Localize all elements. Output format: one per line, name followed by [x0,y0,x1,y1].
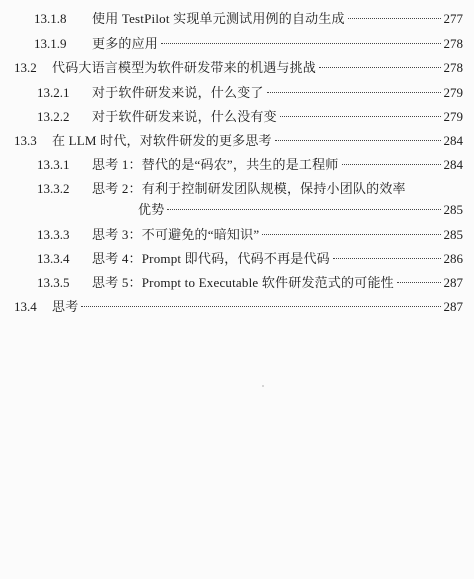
toc-section-number: 13.3.3 [37,227,70,242]
toc-entry-title: 在 LLM 时代，对软件研发的更多思考 [52,133,272,148]
toc-leader-dots [333,258,441,259]
toc-entry-title: 对于软件研发来说，什么变了 [92,85,264,100]
toc-entry-title: 思考 [52,299,79,314]
toc-leader-dots [262,234,440,235]
toc-entry-title: 使用 TestPilot 实现单元测试用例的自动生成 [92,11,345,26]
toc-leader-dots [167,209,440,210]
toc-leader-dots [342,164,441,165]
toc-page-number: 284 [443,157,463,172]
toc-leader-dots [81,306,440,307]
toc-section-number: 13.3.5 [37,275,70,290]
toc-entry-title: 思考 1：替代的是“码农”，共生的是工程师 [92,157,339,172]
toc-section-number: 13.4 [14,299,37,314]
toc-section-number: 13.3.1 [37,157,70,172]
toc-leader-dots [280,116,441,117]
toc-section-number: 13.3.4 [37,251,70,266]
toc-section-number: 13.3.2 [37,181,70,196]
toc-section-number: 13.2.2 [37,109,70,124]
toc-page-number: 284 [443,133,463,148]
toc-leader-dots [348,18,441,19]
toc-page-number: 279 [443,109,463,124]
toc-section-number: 13.3 [14,133,37,148]
toc-page-number: 277 [443,11,463,26]
toc-section-number: 13.2 [14,60,37,75]
toc-leader-dots [267,92,441,93]
toc-section-number: 13.1.8 [34,11,67,26]
toc-section-number: 13.2.1 [37,85,70,100]
toc-entry-title: 思考 4：Prompt 即代码，代码不再是代码 [92,251,330,266]
toc-leader-dots [397,282,441,283]
toc-page-number: 287 [443,299,463,314]
toc-entry-title: 对于软件研发来说，什么没有变 [92,109,277,124]
toc-page-number: 287 [443,275,463,290]
toc-page-number: 286 [443,251,463,266]
toc-page-number: 278 [443,60,463,75]
toc-leader-dots [161,43,440,44]
toc-leader-dots [319,67,440,68]
toc-entry-title: 思考 3：不可避免的“暗知识” [92,227,260,242]
toc-page-number: 285 [443,227,463,242]
toc-entry-title-line1: 思考 2：有利于控制研发团队规模，保持小团队的效率 [92,181,406,196]
toc-page-number: 279 [443,85,463,100]
toc-page-number: 278 [443,36,463,51]
toc-entry-title: 更多的应用 [92,36,159,51]
toc-entry-title-line2: 优势 [138,202,165,217]
toc-entry-title: 思考 5：Prompt to Executable 软件研发范式的可能性 [92,275,394,290]
toc-section-number: 13.1.9 [34,36,67,51]
toc-page-number: 285 [443,202,463,217]
toc-entry-title: 代码大语言模型为软件研发带来的机遇与挑战 [52,60,317,75]
paper-speck [262,385,264,387]
toc-leader-dots [275,140,441,141]
